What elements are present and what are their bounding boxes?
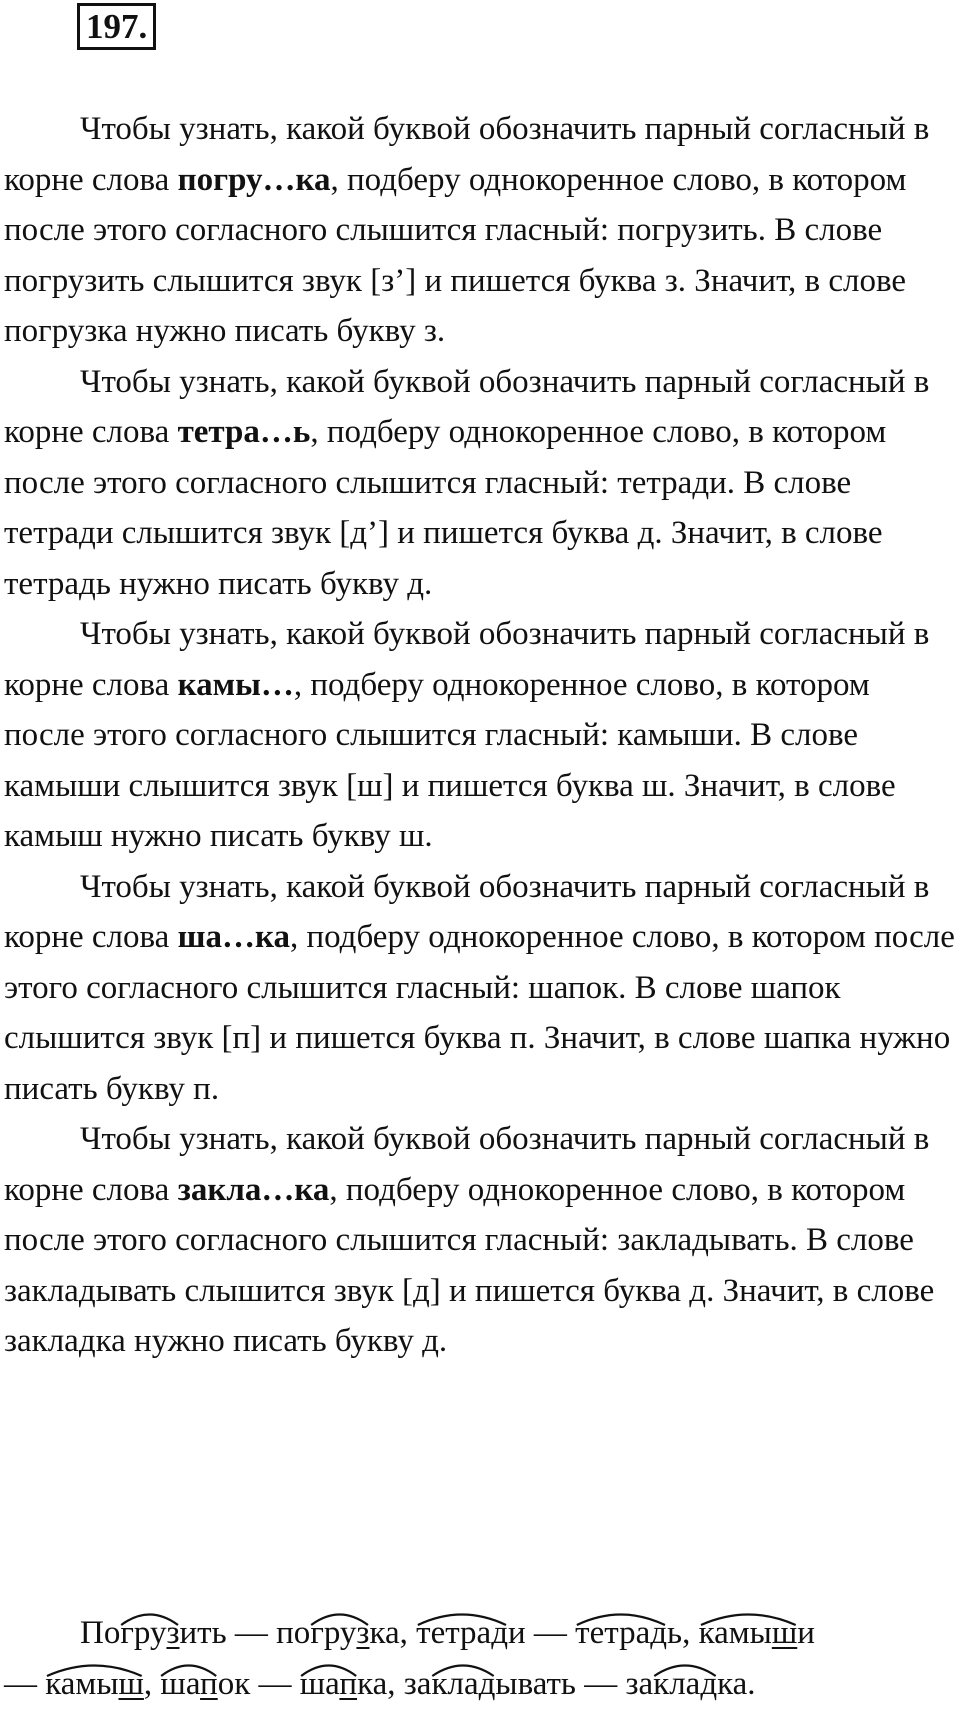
- target-word: тетра…ь: [177, 414, 311, 450]
- separator: —: [250, 1665, 300, 1702]
- root-part: тетра: [575, 1615, 651, 1651]
- root-part: ша: [299, 1665, 340, 1702]
- word-part: за: [403, 1665, 432, 1702]
- target-word: камы…: [177, 666, 294, 703]
- root-part: кла: [653, 1665, 701, 1702]
- target-word: закла…ка: [177, 1171, 330, 1208]
- word-part: и: [508, 1615, 526, 1651]
- word-part: ка: [357, 1665, 388, 1702]
- separator: ,: [143, 1665, 161, 1702]
- root-arc-icon: [160, 1663, 217, 1677]
- root-arc-word: [575, 1608, 667, 1659]
- root-part: ша: [160, 1665, 201, 1702]
- root-arc-icon: [699, 1612, 798, 1626]
- root-arc-word: [431, 1659, 495, 1710]
- paragraph-kamysh: [4, 609, 956, 862]
- target-word: ша…ка: [177, 919, 290, 955]
- word-pairs-line-2: [4, 1659, 956, 1710]
- word-part: По: [80, 1615, 121, 1651]
- root-arc-icon: [300, 1663, 357, 1677]
- paragraph-text: , подберу однокоренное слово, в котором после этого согласного слышится гласный: камыши. В слове камыши слышится звук [ш] и пишется буква ш. Значит, в слове камыш нужно писать букву ш.: [4, 666, 896, 854]
- root-arc-icon: [653, 1663, 717, 1677]
- paragraph-text: Чтобы узнать, какой буквой обозначить парный согласный в корне слова: [4, 1121, 930, 1208]
- word-part: ить: [179, 1615, 227, 1651]
- word-part: ок: [217, 1665, 251, 1702]
- explanation-text: [4, 104, 956, 1367]
- paragraph-text: , подберу однокоренное слово, в котором после этого согласного слышится гласный: погрузить. В слове погрузить слышится звук [з’] и пишется буква з. Значит, в слове погрузка нужно писать букву з.: [4, 161, 907, 349]
- separator: —: [525, 1615, 576, 1651]
- paragraph-text: Чтобы узнать, какой буквой обозначить парный согласный в корне слова: [4, 868, 930, 955]
- word-part: ка: [369, 1615, 400, 1651]
- separator: —: [575, 1665, 626, 1702]
- word-part: и: [797, 1615, 815, 1651]
- word-pairs-line-1: [4, 1608, 956, 1659]
- root-part: гру: [120, 1615, 167, 1651]
- underlined-letter: п: [339, 1665, 358, 1702]
- paragraph-text: Чтобы узнать, какой буквой обозначить парный согласный в корне слова: [4, 616, 930, 703]
- target-word: погру…ка: [177, 161, 331, 198]
- underlined-letter: д: [700, 1665, 718, 1702]
- root-arc-word: [300, 1659, 357, 1710]
- task-number: 197.: [77, 3, 156, 50]
- root-arc-word: [160, 1659, 217, 1710]
- root-arc-icon: [310, 1612, 369, 1626]
- separator: ,: [387, 1665, 404, 1702]
- separator: —: [226, 1615, 277, 1651]
- root-part: тетра: [416, 1615, 492, 1651]
- underlined-letter: ш: [118, 1665, 144, 1702]
- root-arc-word: [416, 1608, 508, 1659]
- paragraph-zakladka: [4, 1114, 956, 1367]
- separator: —: [4, 1665, 46, 1702]
- underlined-letter: ш: [771, 1615, 798, 1651]
- paragraph-text: Чтобы узнать, какой буквой обозначить парный согласный в корне слова: [4, 111, 930, 198]
- root-arc-icon: [45, 1663, 144, 1677]
- paragraph-text: Чтобы узнать, какой буквой обозначить парный согласный в корне слова: [4, 363, 930, 450]
- root-part: кла: [431, 1665, 479, 1702]
- word-part: по: [276, 1615, 311, 1651]
- word-part: ка.: [717, 1665, 756, 1702]
- underlined-letter: д: [650, 1615, 668, 1651]
- root-arc-icon: [431, 1663, 495, 1677]
- root-arc-word: [120, 1608, 179, 1659]
- root-arc-icon: [575, 1612, 667, 1626]
- underlined-letter: з: [166, 1615, 180, 1651]
- paragraph-text: , подберу однокоренное слово, в котором после этого согласного слышится гласный: шапок. В слове шапок слышится звук [п] и пишется буква п. Значит, в слове шапка нужно писать букву п.: [4, 919, 955, 1107]
- paragraph-tetrad: [4, 357, 956, 610]
- paragraph-shapka: [4, 862, 956, 1115]
- underlined-letter: д: [491, 1615, 508, 1651]
- underlined-letter: п: [200, 1665, 218, 1702]
- separator: ,: [682, 1615, 699, 1651]
- root-part: камы: [698, 1615, 772, 1651]
- underlined-letter: з: [356, 1615, 370, 1651]
- paragraph-text: , подберу однокоренное слово, в котором после этого согласного слышится гласный: тетради. В слове тетради слышится звук [д’] и пишется буква д. Значит, в слове тетрадь нужно писать букву д.: [4, 414, 887, 602]
- root-arc-icon: [416, 1612, 508, 1626]
- root-part: гру: [310, 1615, 357, 1651]
- word-part: ь: [667, 1615, 683, 1651]
- paragraph-pogruzka: [4, 104, 956, 357]
- separator: ,: [399, 1615, 417, 1651]
- root-arc-word: [45, 1659, 144, 1710]
- word-part: за: [625, 1665, 654, 1702]
- root-arc-word: [310, 1608, 369, 1659]
- paragraph-text: , подберу однокоренное слово, в котором после этого согласного слышится гласный: закладывать. В слове закладывать слышится звук [д] и пишется буква д. Значит, в слове закладка нужно писать букву д.: [4, 1171, 935, 1359]
- underlined-letter: д: [478, 1665, 496, 1702]
- word-pairs: [4, 1608, 956, 1709]
- root-part: камы: [45, 1665, 119, 1702]
- root-arc-word: [699, 1608, 798, 1659]
- word-part: ывать: [495, 1665, 576, 1702]
- root-arc-word: [653, 1659, 717, 1710]
- root-arc-icon: [120, 1612, 179, 1626]
